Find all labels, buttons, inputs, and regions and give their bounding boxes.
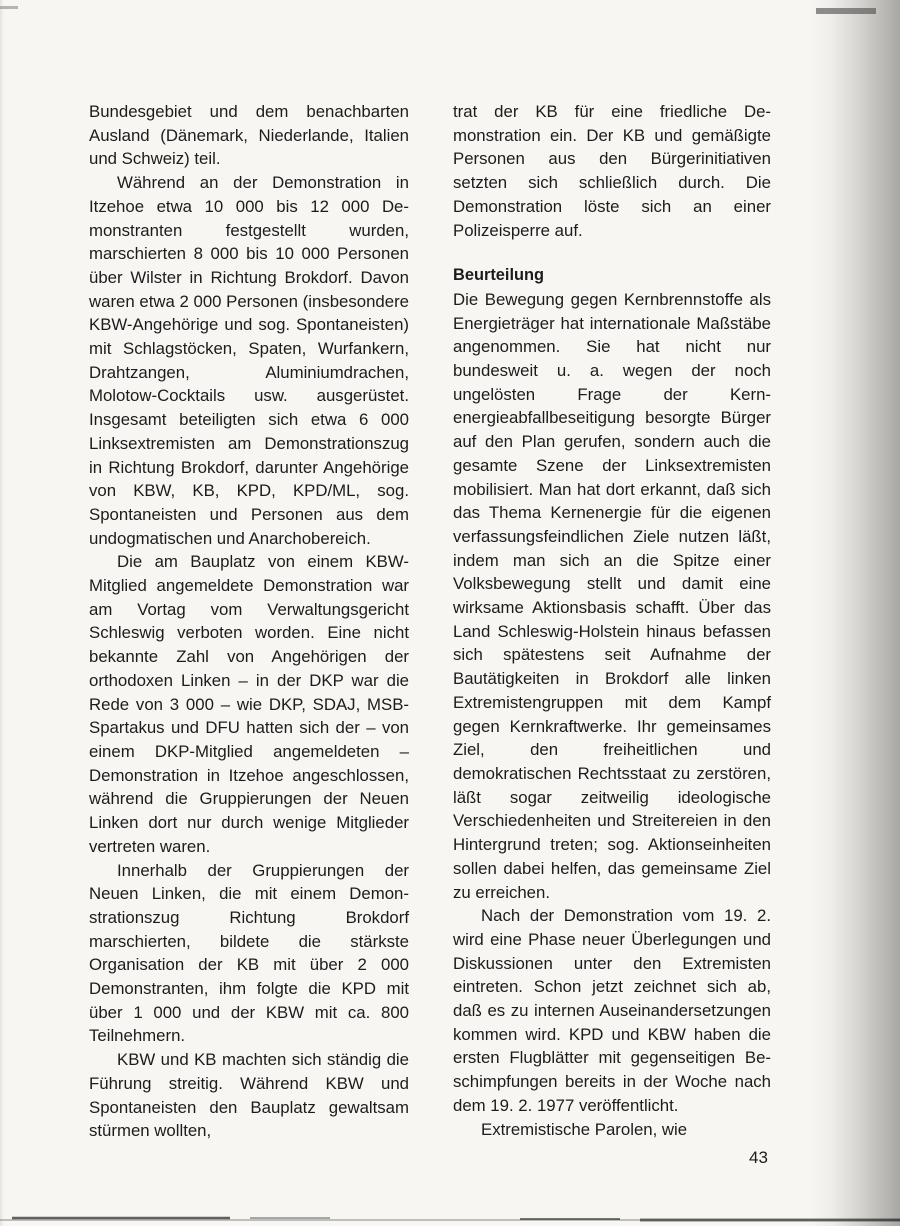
paragraph: Bundesgebiet und dem benachbarten Ausland (Dänemark, Niederlande, Italien und Schweiz) teil. [89,102,409,169]
page-number: 43 [749,1148,768,1167]
scan-mark-top-left [0,6,18,9]
section-spacer [453,242,771,264]
paragraph: trat der KB für eine friedliche Demonstration ein. Der KB und gemäßigte Personen aus den Bürgerinitiativen setzten sich schließlich durch. Die Demonstration löste sich an einer Polizeisperre auf. [453,102,771,240]
left-text-column [89,100,409,1143]
paragraph: KBW und KB machten sich ständig die Führung streitig. Während KBW und Spontaneisten den Bauplatz gewaltsam stürmen wollten, [89,1050,409,1141]
page-left-edge-shadow [0,0,4,1226]
right-text-column [453,100,771,1141]
paragraph: Innerhalb der Gruppierungen der Neuen Linken, die mit einem Demonstrationszug Richtung Brokdorf marschierten, bildete die stärkste Organisation der KB mit über 2 000 Demonstranten, ihm folgte die KPD mit über 1 000 und der KBW mit ca. 800 Teilnehmern. [89,860,409,1046]
paragraph: Extremistische Parolen, wie [481,1119,688,1139]
section-heading: Beurteilung [453,266,545,285]
paragraph: Die am Bauplatz von einem KBW-Mitglied angemeldete Demonstration war am Vortag vom Verwaltungsgericht Schleswig verboten worden. Eine nicht bekannte Zahl von Angehörigen der orthodoxen Linken – in der DKP war die Rede von 3 000 – wie DKP, SDAJ, MSB-Spartakus und DFU hatten sich der – von einem DKP-Mitglied angemeldeten – Demonstration in Itzehoe angeschlossen, während die Gruppierungen der Neuen Linken dort nur durch wenige Mitglieder vertreten waren. [89,552,409,856]
paragraph: Während an der Demonstration in Itzehoe etwa 10 000 bis 12 000 Demonstranten festgestellt wurden, marschierten 8 000 bis 10 000 Personen über Wilster in Richtung Brokdorf. Davon waren etwa 2 000 Personen (insbesondere KBW-Angehörige und sog. Spontaneisten) mit Schlagstöcken, Spaten, Wurfankern, Drahtzangen, Aluminiumdrachen, Molotow-Cocktails usw. ausgerüstet. Insgesamt beteiligten sich etwa 6 000 Linksextremisten am Demonstrationszug in Richtung Brokdorf, darunter Angehörige von KBW, KB, KPD, KPD/ML, sog. Spontaneisten und Personen aus dem undogmatischen und Anarchobereich. [89,173,409,548]
paragraph: Nach der Demonstration vom 19. 2. wird eine Phase neuer Überlegungen und Diskussionen unter den Extremisten eintreten. Schon jetzt zeichnet sich ab, daß es zu internen Auseinandersetzungen kommen wird. KPD und KBW haben die ersten Flugblätter mit gegenseitigen Beschimpfungen bereits in der Woche nach dem 19. 2. 1977 veröffentlicht. [453,906,771,1115]
paragraph: Die Bewegung gegen Kernbrennstoffe als Energieträger hat internationale Maßstäbe angenommen. Sie hat nicht nur bundesweit u. a. wegen der noch ungelösten Frage der Kernenergieabfallbeseitigung besorgte Bürger auf den Plan gerufen, sondern auch die gesamte Szene der Linksextremisten mobilisiert. Man hat dort erkannt, daß sich das Thema Kernenergie für die eigenen verfassungsfeindlichen Ziele nutzen läßt, indem man sich an die Spitze einer Volksbewegung stellt und damit eine wirksame Aktionsbasis schafft. Über das Land Schleswig-Holstein hinaus befassen sich spätestens seit Aufnahme der Bautätigkeiten in Brokdorf alle linken Extremistengruppen mit dem Kampf gegen Kernkraftwerke. Ihr gemeinsames Ziel, den freiheitlichen und demokratischen Rechtsstaat zu zerstören, läßt sogar zeitweilig ideologische Verschiedenheiten und Streitereien in den Hintergrund treten; sog. Aktionseinheiten sollen dabei helfen, das gemeinsame Ziel zu erreichen. [453,289,771,902]
scan-mark-top-right [816,8,876,14]
page-binding-shadow [810,0,900,1226]
scan-bottom-edge [0,1198,900,1226]
